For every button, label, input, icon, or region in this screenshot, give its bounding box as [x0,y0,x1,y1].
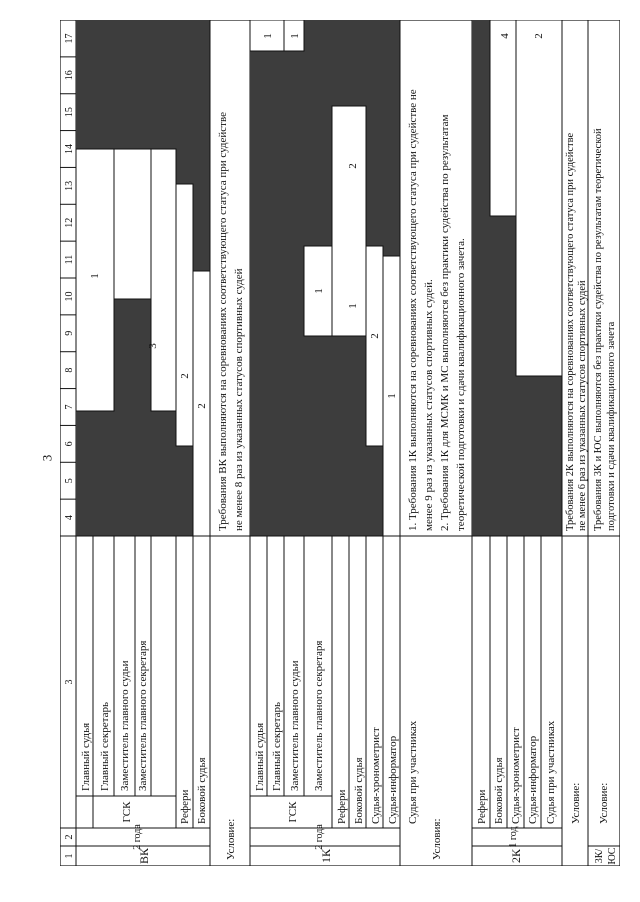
k1-val-2: 1 [289,33,301,39]
k2-condition-line-1: Требования 2К выполняются на соревнованиях соответствующего статуса при судействе [565,132,576,531]
k1-cell-side [366,246,383,446]
k1-val-1: 1 [262,33,274,39]
column-header-8: 8 [64,367,75,373]
k1-gsk-label: ГСК [287,801,299,823]
k2-category: 2К [509,848,523,864]
k1-role-1: Главный судья [254,722,266,791]
k1-val-6: 1 [386,393,398,399]
vk-condition-label: Условие: [225,818,237,860]
vk-role-1: Главный судья [80,722,92,791]
vk-cell-gs [76,149,114,411]
k1-condition-line-3: 2. Требования 1К для МСМК и МС выполняются без практики судейства по результатам [439,114,451,531]
column-header-12: 12 [64,217,75,228]
vk-category: ВК [137,847,151,865]
k2-condition-label: Условие: [570,782,582,824]
k2-cell-referee [490,20,516,216]
column-header-3: 3 [64,679,75,685]
vk-gsk-label: ГСК [121,801,133,823]
k1-val-3: 1 [313,288,325,294]
column-header-13: 13 [64,180,75,191]
page-number: 3 [39,454,55,462]
k2-condition-line-2: не менее 6 раз из указанных статусов спортивных судей [577,280,588,531]
column-header-16: 16 [64,70,75,81]
k1-condition-label: Условия: [431,818,443,860]
k2-val-1: 4 [499,33,511,39]
k1-category: 1К [319,848,333,864]
k2-role-5: Судья при участниках [545,720,557,824]
column-header-5: 5 [64,478,75,484]
vk-cell-gsek [114,149,151,299]
column-header-15: 15 [64,107,75,118]
column-header-14: 14 [64,144,75,154]
k2-val-2: 2 [533,33,545,39]
vk-cell-referee [176,184,193,446]
k1-role-3: Заместитель главного судьи [289,660,301,791]
column-header-11: 11 [64,254,75,265]
vk-role-4: Заместитель главного секретаря [137,640,149,791]
k3-condition-line-1: Требования 3К и ЮС выполняются без практики судейства по результатам теоретической [593,128,604,531]
k1-val-4: 2 [347,163,359,169]
column-header-10: 10 [64,291,75,302]
vk-role-5: Рефери [179,789,191,824]
k1-role-2: Главный секретарь [271,702,283,791]
k1-role-9: Судья при участниках [407,720,419,824]
k1-cell-zamsek-referee [332,106,366,336]
k3-condition-line-2: подготовки и сдачи квалификационного зачета [606,321,617,531]
k3-category-1: 3К/ [594,848,605,864]
vk-condition-line-2: не менее 8 раз из указанных статусов спортивных судей [233,268,245,531]
column-header-6: 6 [64,441,75,447]
k2-role-1: Рефери [476,789,488,824]
vk-val-4: 2 [196,403,208,409]
k1-condition-line-4: теоретической подготовки и сдачи квалификационного зачета. [455,238,467,531]
k2-cell-others [516,20,562,376]
k1-role-8: Судья-информатор [387,735,399,824]
column-header-7: 7 [64,404,75,410]
column-header-9: 9 [64,330,75,336]
vk-cell-zam [151,149,176,411]
column-header-2: 2 [64,834,75,840]
k2-role-3: Судья-хронометрист [510,727,522,824]
k3-category-2: ЮС [607,847,618,865]
vk-role-6: Боковой судья [196,757,208,824]
k1-val-5: 2 [369,333,381,339]
rotated-table-canvas [60,20,620,866]
k1-role-5: Рефери [336,789,348,824]
vk-role-3: Заместитель главного судьи [119,660,131,791]
k2-experience: 1 год [508,826,519,848]
vk-experience: 2 года [132,824,143,850]
vk-val-1: 1 [89,273,101,279]
vk-role-2: Главный секретарь [99,702,111,791]
k1-role-7: Судья-хронометрист [370,727,382,824]
k3-condition-label: Условие: [598,782,610,824]
judge-requirements-table [60,20,620,866]
column-header-1: 1 [64,853,75,859]
k1-condition-line-2: менее 9 раз из указанных статусов спортивных судей. [423,279,435,531]
k1-experience: 2 года [314,824,325,850]
column-header-4: 4 [64,515,75,521]
k1-role-6: Боковой судья [353,757,365,824]
vk-condition-line-1: Требования ВК выполняются на соревнованиях соответствующего статуса при судействе [217,112,229,531]
k2-role-4: Судья-информатор [527,735,539,824]
k1-condition-line-1: 1. Требования 1К выполняются на соревнованиях соответствующего статуса при судействе не [407,89,419,531]
column-header-17: 17 [64,33,75,44]
k1-role-4: Заместитель главного секретаря [313,640,325,791]
k2-role-2: Боковой судья [493,757,505,824]
k1-val-7: 1 [347,303,359,309]
vk-val-3: 2 [179,373,191,379]
vk-val-2: 3 [147,343,159,349]
